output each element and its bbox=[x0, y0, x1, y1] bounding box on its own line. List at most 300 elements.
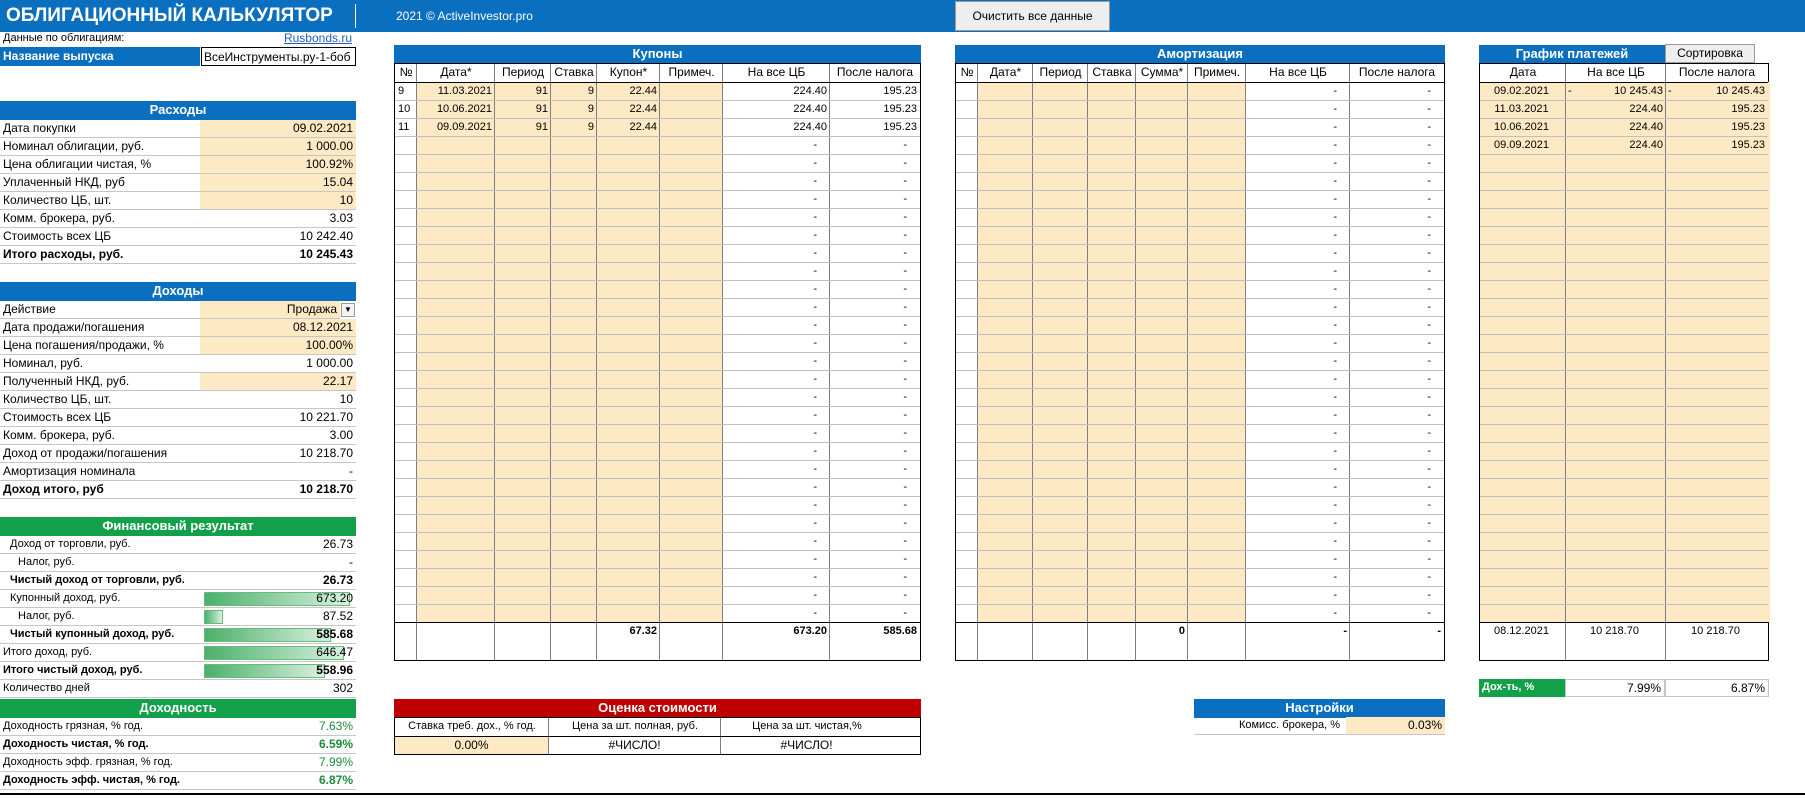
table-cell: - bbox=[1333, 391, 1337, 403]
schedule-all: 224.40 bbox=[1629, 121, 1663, 133]
table-cell: - bbox=[813, 157, 817, 169]
table-cell: - bbox=[1427, 319, 1431, 331]
row-divider bbox=[1480, 280, 1768, 281]
table-cell: - bbox=[1427, 391, 1431, 403]
bottom-border bbox=[0, 793, 1805, 795]
table-cell: - bbox=[903, 517, 907, 529]
valuation-table bbox=[394, 717, 921, 755]
row-label: Купонный доход, руб. bbox=[0, 590, 200, 608]
row-label: Амортизация номинала bbox=[0, 463, 200, 481]
row-value[interactable]: 10 bbox=[200, 192, 356, 210]
table-cell: - bbox=[813, 463, 817, 475]
schedule-mark: - bbox=[1668, 85, 1672, 97]
row-value: 1 000.00 bbox=[200, 355, 356, 373]
clear-all-data-button[interactable]: Очистить все данные bbox=[955, 1, 1110, 31]
row-value: - bbox=[200, 554, 356, 572]
table-cell: 224.40 bbox=[793, 121, 827, 133]
row-value: 7.63% bbox=[200, 718, 356, 736]
row-divider bbox=[1480, 514, 1768, 515]
row-value: 673.20 bbox=[200, 590, 356, 608]
table-cell: - bbox=[1333, 157, 1337, 169]
table-cell: - bbox=[813, 319, 817, 331]
table-cell: - bbox=[813, 445, 817, 457]
table-cell: - bbox=[1427, 139, 1431, 151]
table-cell: - bbox=[1333, 193, 1337, 205]
yield-header: Доходность bbox=[0, 699, 356, 718]
total-cell: - bbox=[1343, 625, 1347, 637]
table-cell: - bbox=[1427, 481, 1431, 493]
table-cell: - bbox=[903, 193, 907, 205]
row-divider bbox=[1480, 190, 1768, 191]
column-header: На все ЦБ bbox=[1587, 65, 1645, 79]
row-divider bbox=[1480, 226, 1768, 227]
schedule-yield-clean: 6.87% bbox=[1665, 679, 1769, 697]
copyright-text: 2021 © ActiveInvestor.pro bbox=[396, 9, 533, 23]
row-label: Налог, руб. bbox=[0, 554, 200, 572]
valuation-column-header: Ставка треб. дох., % год. bbox=[408, 720, 536, 732]
table-cell: - bbox=[1333, 589, 1337, 601]
expenses-header: Расходы bbox=[0, 101, 356, 120]
table-cell: 11 bbox=[398, 121, 410, 133]
issue-label: Название выпуска bbox=[0, 47, 200, 66]
row-divider bbox=[1480, 244, 1768, 245]
row-value: 10 242.40 bbox=[200, 228, 356, 246]
valuation-column-header: Цена за шт. полная, руб. bbox=[572, 720, 698, 732]
table-cell: - bbox=[903, 553, 907, 565]
table-cell: - bbox=[1427, 373, 1431, 385]
row-divider bbox=[1480, 496, 1768, 497]
table-cell: 91 bbox=[535, 103, 548, 115]
row-divider bbox=[1480, 586, 1768, 587]
schedule-date: 09.02.2021 bbox=[1493, 85, 1550, 97]
table-cell: - bbox=[903, 337, 907, 349]
table-cell: - bbox=[1333, 517, 1337, 529]
total-cell: - bbox=[1437, 625, 1441, 637]
row-value[interactable]: 100.00% bbox=[200, 337, 356, 355]
column-header: № bbox=[960, 65, 974, 79]
table-cell: - bbox=[903, 229, 907, 241]
table-cell: - bbox=[1333, 121, 1337, 133]
row-value[interactable]: Продажа bbox=[200, 301, 340, 319]
table-cell: - bbox=[1427, 445, 1431, 457]
column-header: Примеч. bbox=[1193, 65, 1241, 79]
column-header: Дата* bbox=[989, 65, 1022, 79]
table-cell: - bbox=[903, 139, 907, 151]
table-cell: - bbox=[903, 301, 907, 313]
table-cell: - bbox=[903, 247, 907, 259]
schedule-all: 10 245.43 bbox=[1614, 85, 1663, 97]
column-header: № bbox=[399, 65, 413, 79]
row-divider bbox=[1480, 298, 1768, 299]
table-cell: - bbox=[1427, 103, 1431, 115]
table-cell: - bbox=[1427, 121, 1431, 133]
title-banner bbox=[0, 0, 1805, 32]
schedule-all: 224.40 bbox=[1629, 103, 1663, 115]
table-cell: 9 bbox=[587, 121, 594, 133]
row-label: Полученный НКД, руб. bbox=[0, 373, 200, 391]
table-cell: - bbox=[1427, 535, 1431, 547]
table-cell: - bbox=[903, 481, 907, 493]
table-cell: - bbox=[1427, 571, 1431, 583]
table-cell: - bbox=[1333, 535, 1337, 547]
total-cell: 673.20 bbox=[793, 625, 827, 637]
row-value: 646.47 bbox=[200, 644, 356, 662]
table-cell: - bbox=[813, 499, 817, 511]
valuation-value: #ЧИСЛО! bbox=[780, 738, 833, 752]
row-value: 3.00 bbox=[200, 427, 356, 445]
table-cell: - bbox=[903, 427, 907, 439]
row-value[interactable]: 22.17 bbox=[200, 373, 356, 391]
table-cell: - bbox=[1333, 103, 1337, 115]
table-cell: - bbox=[1427, 499, 1431, 511]
table-cell: - bbox=[1333, 229, 1337, 241]
table-cell: - bbox=[1333, 571, 1337, 583]
row-value: 10 bbox=[200, 391, 356, 409]
row-divider bbox=[1480, 172, 1768, 173]
table-cell: - bbox=[903, 283, 907, 295]
row-label: Доход итого, руб bbox=[0, 481, 200, 499]
table-cell: - bbox=[813, 301, 817, 313]
row-value[interactable]: 09.02.2021 bbox=[200, 120, 356, 138]
table-cell: - bbox=[813, 175, 817, 187]
table-cell: - bbox=[1333, 445, 1337, 457]
row-divider bbox=[1480, 262, 1768, 263]
coupons-table bbox=[394, 63, 921, 661]
table-cell: - bbox=[1333, 319, 1337, 331]
table-cell: - bbox=[813, 265, 817, 277]
row-label: Количество ЦБ, шт. bbox=[0, 391, 200, 409]
table-cell: - bbox=[1427, 355, 1431, 367]
row-divider bbox=[1480, 208, 1768, 209]
settings-row bbox=[1194, 717, 1445, 735]
table-cell: - bbox=[1333, 139, 1337, 151]
row-label: Доходность грязная, % год. bbox=[0, 718, 200, 736]
table-cell: - bbox=[813, 355, 817, 367]
valuation-column-header: Цена за шт. чистая,% bbox=[752, 720, 862, 732]
table-cell: - bbox=[1427, 283, 1431, 295]
coupons-header: Купоны bbox=[394, 45, 921, 64]
dropdown-arrow-icon[interactable]: ▼ bbox=[341, 303, 355, 317]
row-label: Чистый купонный доход, руб. bbox=[0, 626, 200, 644]
table-cell: 9 bbox=[587, 85, 594, 97]
schedule-header: График платежей bbox=[1479, 45, 1665, 64]
table-cell: - bbox=[813, 481, 817, 493]
row-value: 585.68 bbox=[200, 626, 356, 644]
table-cell: - bbox=[813, 571, 817, 583]
row-label: Доходность эфф. чистая, % год. bbox=[0, 772, 200, 790]
table-cell: - bbox=[1427, 409, 1431, 421]
row-label: Цена погашения/продажи, % bbox=[0, 337, 200, 355]
schedule-table bbox=[1479, 63, 1769, 661]
table-cell: - bbox=[813, 553, 817, 565]
row-label: Дата продажи/погашения bbox=[0, 319, 200, 337]
table-cell: - bbox=[903, 157, 907, 169]
column-header: На все ЦБ bbox=[747, 65, 806, 79]
broker-fee-input[interactable]: 0.03% bbox=[1346, 717, 1445, 735]
row-value[interactable]: 1 000.00 bbox=[200, 138, 356, 156]
table-cell: - bbox=[1427, 607, 1431, 619]
table-cell: - bbox=[1333, 247, 1337, 259]
schedule-final-date: 08.12.2021 bbox=[1493, 625, 1550, 637]
table-cell: - bbox=[1333, 337, 1337, 349]
total-cell: 585.68 bbox=[883, 625, 917, 637]
row-label: Количество дней bbox=[0, 680, 200, 698]
table-cell: - bbox=[1333, 553, 1337, 565]
row-value: 302 bbox=[200, 680, 356, 698]
schedule-final-all: 10 218.70 bbox=[1590, 625, 1639, 637]
table-cell: - bbox=[1427, 553, 1431, 565]
table-cell: - bbox=[1333, 175, 1337, 187]
valuation-value[interactable]: 0.00% bbox=[395, 737, 548, 754]
row-value: 3.03 bbox=[200, 210, 356, 228]
schedule-after-tax: 195.23 bbox=[1731, 103, 1765, 115]
table-cell: - bbox=[903, 211, 907, 223]
table-cell: - bbox=[903, 265, 907, 277]
table-cell: - bbox=[903, 463, 907, 475]
table-cell: 11.03.2021 bbox=[437, 85, 492, 97]
row-divider bbox=[1480, 316, 1768, 317]
column-header: Сумма* bbox=[1140, 65, 1184, 79]
schedule-after-tax: 10 245.43 bbox=[1716, 85, 1765, 97]
table-cell: 195.23 bbox=[883, 85, 917, 97]
table-cell: 9 bbox=[587, 103, 594, 115]
row-divider bbox=[1480, 352, 1768, 353]
table-cell: - bbox=[1333, 607, 1337, 619]
table-cell: - bbox=[1333, 499, 1337, 511]
table-cell: - bbox=[1427, 175, 1431, 187]
column-header: Период bbox=[1039, 65, 1082, 79]
table-cell: - bbox=[903, 499, 907, 511]
schedule-mark: - bbox=[1568, 85, 1572, 97]
table-cell: 22.44 bbox=[629, 85, 657, 97]
table-cell: - bbox=[1427, 193, 1431, 205]
row-label: Стоимость всех ЦБ bbox=[0, 409, 200, 427]
schedule-yield-dirty: 7.99% bbox=[1565, 679, 1665, 697]
row-label: Налог, руб. bbox=[0, 608, 200, 626]
table-cell: - bbox=[813, 373, 817, 385]
table-cell: - bbox=[903, 355, 907, 367]
row-label: Действие bbox=[0, 301, 200, 319]
table-cell: - bbox=[1427, 301, 1431, 313]
row-value: 7.99% bbox=[200, 754, 356, 772]
schedule-date: 10.06.2021 bbox=[1493, 121, 1550, 133]
table-cell: - bbox=[813, 283, 817, 295]
table-cell: - bbox=[813, 247, 817, 259]
table-cell: - bbox=[903, 391, 907, 403]
table-cell: - bbox=[1333, 283, 1337, 295]
row-value: 558.96 bbox=[200, 662, 356, 680]
table-cell: - bbox=[1333, 463, 1337, 475]
table-cell: - bbox=[813, 211, 817, 223]
table-cell: - bbox=[813, 229, 817, 241]
table-cell: - bbox=[1333, 211, 1337, 223]
row-label: Номинал, руб. bbox=[0, 355, 200, 373]
table-cell: - bbox=[903, 319, 907, 331]
table-cell: - bbox=[903, 175, 907, 187]
income-header: Доходы bbox=[0, 282, 356, 301]
table-cell: - bbox=[903, 571, 907, 583]
row-value: 87.52 bbox=[200, 608, 356, 626]
row-value: 10 218.70 bbox=[200, 445, 356, 463]
schedule-yield-label: Дох-ть, % bbox=[1479, 679, 1565, 697]
issue-value[interactable]: ВсеИнструменты.ру-1-боб bbox=[201, 47, 356, 66]
app-title: ОБЛИГАЦИОННЫЙ КАЛЬКУЛЯТОР bbox=[6, 4, 356, 28]
table-cell: - bbox=[1427, 427, 1431, 439]
schedule-final-after-tax: 10 218.70 bbox=[1691, 625, 1740, 637]
row-label: Итого доход, руб. bbox=[0, 644, 200, 662]
table-cell: - bbox=[813, 427, 817, 439]
table-cell: - bbox=[813, 139, 817, 151]
row-label: Чистый доход от торговли, руб. bbox=[0, 572, 200, 590]
table-cell: - bbox=[1427, 337, 1431, 349]
table-cell: 10.06.2021 bbox=[436, 103, 492, 115]
valuation-header: Оценка стоимости bbox=[394, 699, 921, 718]
table-cell: - bbox=[813, 607, 817, 619]
sort-button[interactable]: Сортировка bbox=[1665, 44, 1755, 63]
column-header: Период bbox=[501, 65, 545, 79]
table-cell: - bbox=[813, 517, 817, 529]
row-label: Уплаченный НКД, руб bbox=[0, 174, 200, 192]
column-header: После налога bbox=[1678, 65, 1756, 79]
row-value[interactable]: 15.04 bbox=[200, 174, 356, 192]
row-value: 10 218.70 bbox=[200, 481, 356, 499]
schedule-after-tax: 195.23 bbox=[1731, 121, 1765, 133]
table-cell: 22.44 bbox=[629, 103, 657, 115]
table-cell: - bbox=[1333, 373, 1337, 385]
financial-header: Финансовый результат bbox=[0, 517, 356, 536]
row-label: Дата покупки bbox=[0, 120, 200, 138]
table-cell: - bbox=[813, 589, 817, 601]
row-value: 26.73 bbox=[200, 536, 356, 554]
table-cell: - bbox=[1333, 409, 1337, 421]
row-label: Итого расходы, руб. bbox=[0, 246, 200, 264]
table-cell: - bbox=[903, 589, 907, 601]
valuation-value: #ЧИСЛО! bbox=[608, 738, 661, 752]
table-cell: - bbox=[1427, 265, 1431, 277]
schedule-date: 11.03.2021 bbox=[1494, 103, 1549, 115]
row-divider bbox=[1480, 532, 1768, 533]
row-divider bbox=[1480, 568, 1768, 569]
column-header: Примеч. bbox=[668, 65, 715, 79]
table-cell: - bbox=[813, 391, 817, 403]
row-label: Стоимость всех ЦБ bbox=[0, 228, 200, 246]
row-divider bbox=[1480, 370, 1768, 371]
table-cell: - bbox=[903, 607, 907, 619]
row-label: Номинал облигации, руб. bbox=[0, 138, 200, 156]
settings-header: Настройки bbox=[1194, 699, 1445, 718]
table-cell: 195.23 bbox=[883, 121, 917, 133]
table-cell: 224.40 bbox=[793, 85, 827, 97]
row-label: Доходность чистая, % год. bbox=[0, 736, 200, 754]
table-cell: 195.23 bbox=[883, 103, 917, 115]
table-cell: - bbox=[1427, 517, 1431, 529]
row-divider bbox=[1480, 388, 1768, 389]
table-cell: - bbox=[1427, 589, 1431, 601]
column-header: На все ЦБ bbox=[1269, 65, 1327, 79]
table-cell: - bbox=[1333, 355, 1337, 367]
table-cell: - bbox=[1333, 427, 1337, 439]
row-value: 26.73 bbox=[200, 572, 356, 590]
column-header: Ставка bbox=[1092, 65, 1132, 79]
schedule-all: 224.40 bbox=[1629, 139, 1663, 151]
table-cell: - bbox=[1333, 85, 1337, 97]
row-divider bbox=[1480, 334, 1768, 335]
column-header: Ставка bbox=[554, 65, 594, 79]
rusbonds-link[interactable]: Rusbonds.ru bbox=[283, 31, 352, 45]
table-cell: - bbox=[1427, 211, 1431, 223]
row-label: Доход от торговли, руб. bbox=[0, 536, 200, 554]
table-cell: - bbox=[813, 409, 817, 421]
table-cell: 22.44 bbox=[629, 121, 657, 133]
total-cell: 0 bbox=[1178, 625, 1185, 637]
table-cell: 10 bbox=[398, 103, 411, 115]
amortization-header: Амортизация bbox=[955, 45, 1445, 64]
row-divider bbox=[1480, 550, 1768, 551]
schedule-after-tax: 195.23 bbox=[1731, 139, 1765, 151]
table-cell: - bbox=[1427, 85, 1431, 97]
table-cell: 91 bbox=[535, 85, 548, 97]
column-header: После налога bbox=[1358, 65, 1436, 79]
table-cell: - bbox=[1427, 247, 1431, 259]
table-cell: - bbox=[1427, 229, 1431, 241]
amortization-table bbox=[955, 63, 1445, 661]
table-cell: 91 bbox=[535, 121, 548, 133]
row-value: - bbox=[200, 463, 356, 481]
table-cell: - bbox=[813, 535, 817, 547]
row-label: Доход от продажи/погашения bbox=[0, 445, 200, 463]
row-value[interactable]: 08.12.2021 bbox=[200, 319, 356, 337]
schedule-date: 09.09.2021 bbox=[1493, 139, 1550, 151]
bond-data-label: Данные по облигациям: bbox=[3, 32, 125, 44]
row-label: Комм. брокера, руб. bbox=[0, 210, 200, 228]
table-cell: - bbox=[1333, 265, 1337, 277]
table-cell: - bbox=[1427, 157, 1431, 169]
row-value: 6.59% bbox=[200, 736, 356, 754]
table-cell: - bbox=[1333, 481, 1337, 493]
row-label: Количество ЦБ, шт. bbox=[0, 192, 200, 210]
row-divider bbox=[1480, 406, 1768, 407]
table-cell: - bbox=[813, 337, 817, 349]
table-cell: 9 bbox=[398, 85, 405, 97]
table-cell: - bbox=[903, 409, 907, 421]
row-label: Комм. брокера, руб. bbox=[0, 427, 200, 445]
table-cell: - bbox=[813, 193, 817, 205]
row-divider bbox=[1480, 424, 1768, 425]
column-header: После налога bbox=[836, 65, 914, 79]
row-value: 6.87% bbox=[200, 772, 356, 790]
table-cell: 09.09.2021 bbox=[436, 121, 492, 133]
table-cell: - bbox=[1333, 301, 1337, 313]
row-value: 10 245.43 bbox=[200, 246, 356, 264]
row-label: Цена облигации чистая, % bbox=[0, 156, 200, 174]
column-header: Дата bbox=[1509, 65, 1537, 79]
row-label: Итого чистый доход, руб. bbox=[0, 662, 200, 680]
bond-data-row bbox=[0, 30, 356, 48]
row-divider bbox=[1480, 478, 1768, 479]
row-value[interactable]: 100.92% bbox=[200, 156, 356, 174]
row-divider bbox=[1480, 604, 1768, 605]
issue-row bbox=[0, 47, 356, 66]
table-cell: - bbox=[903, 535, 907, 547]
table-cell: - bbox=[903, 445, 907, 457]
column-header: Дата* bbox=[440, 65, 472, 79]
broker-fee-label: Комисс. брокера, % bbox=[1238, 719, 1340, 731]
total-cell: 67.32 bbox=[629, 625, 657, 637]
row-divider bbox=[1480, 442, 1768, 443]
column-header: Купон* bbox=[609, 65, 648, 79]
row-label: Доходность эфф. грязная, % год. bbox=[0, 754, 200, 772]
table-cell: - bbox=[903, 373, 907, 385]
